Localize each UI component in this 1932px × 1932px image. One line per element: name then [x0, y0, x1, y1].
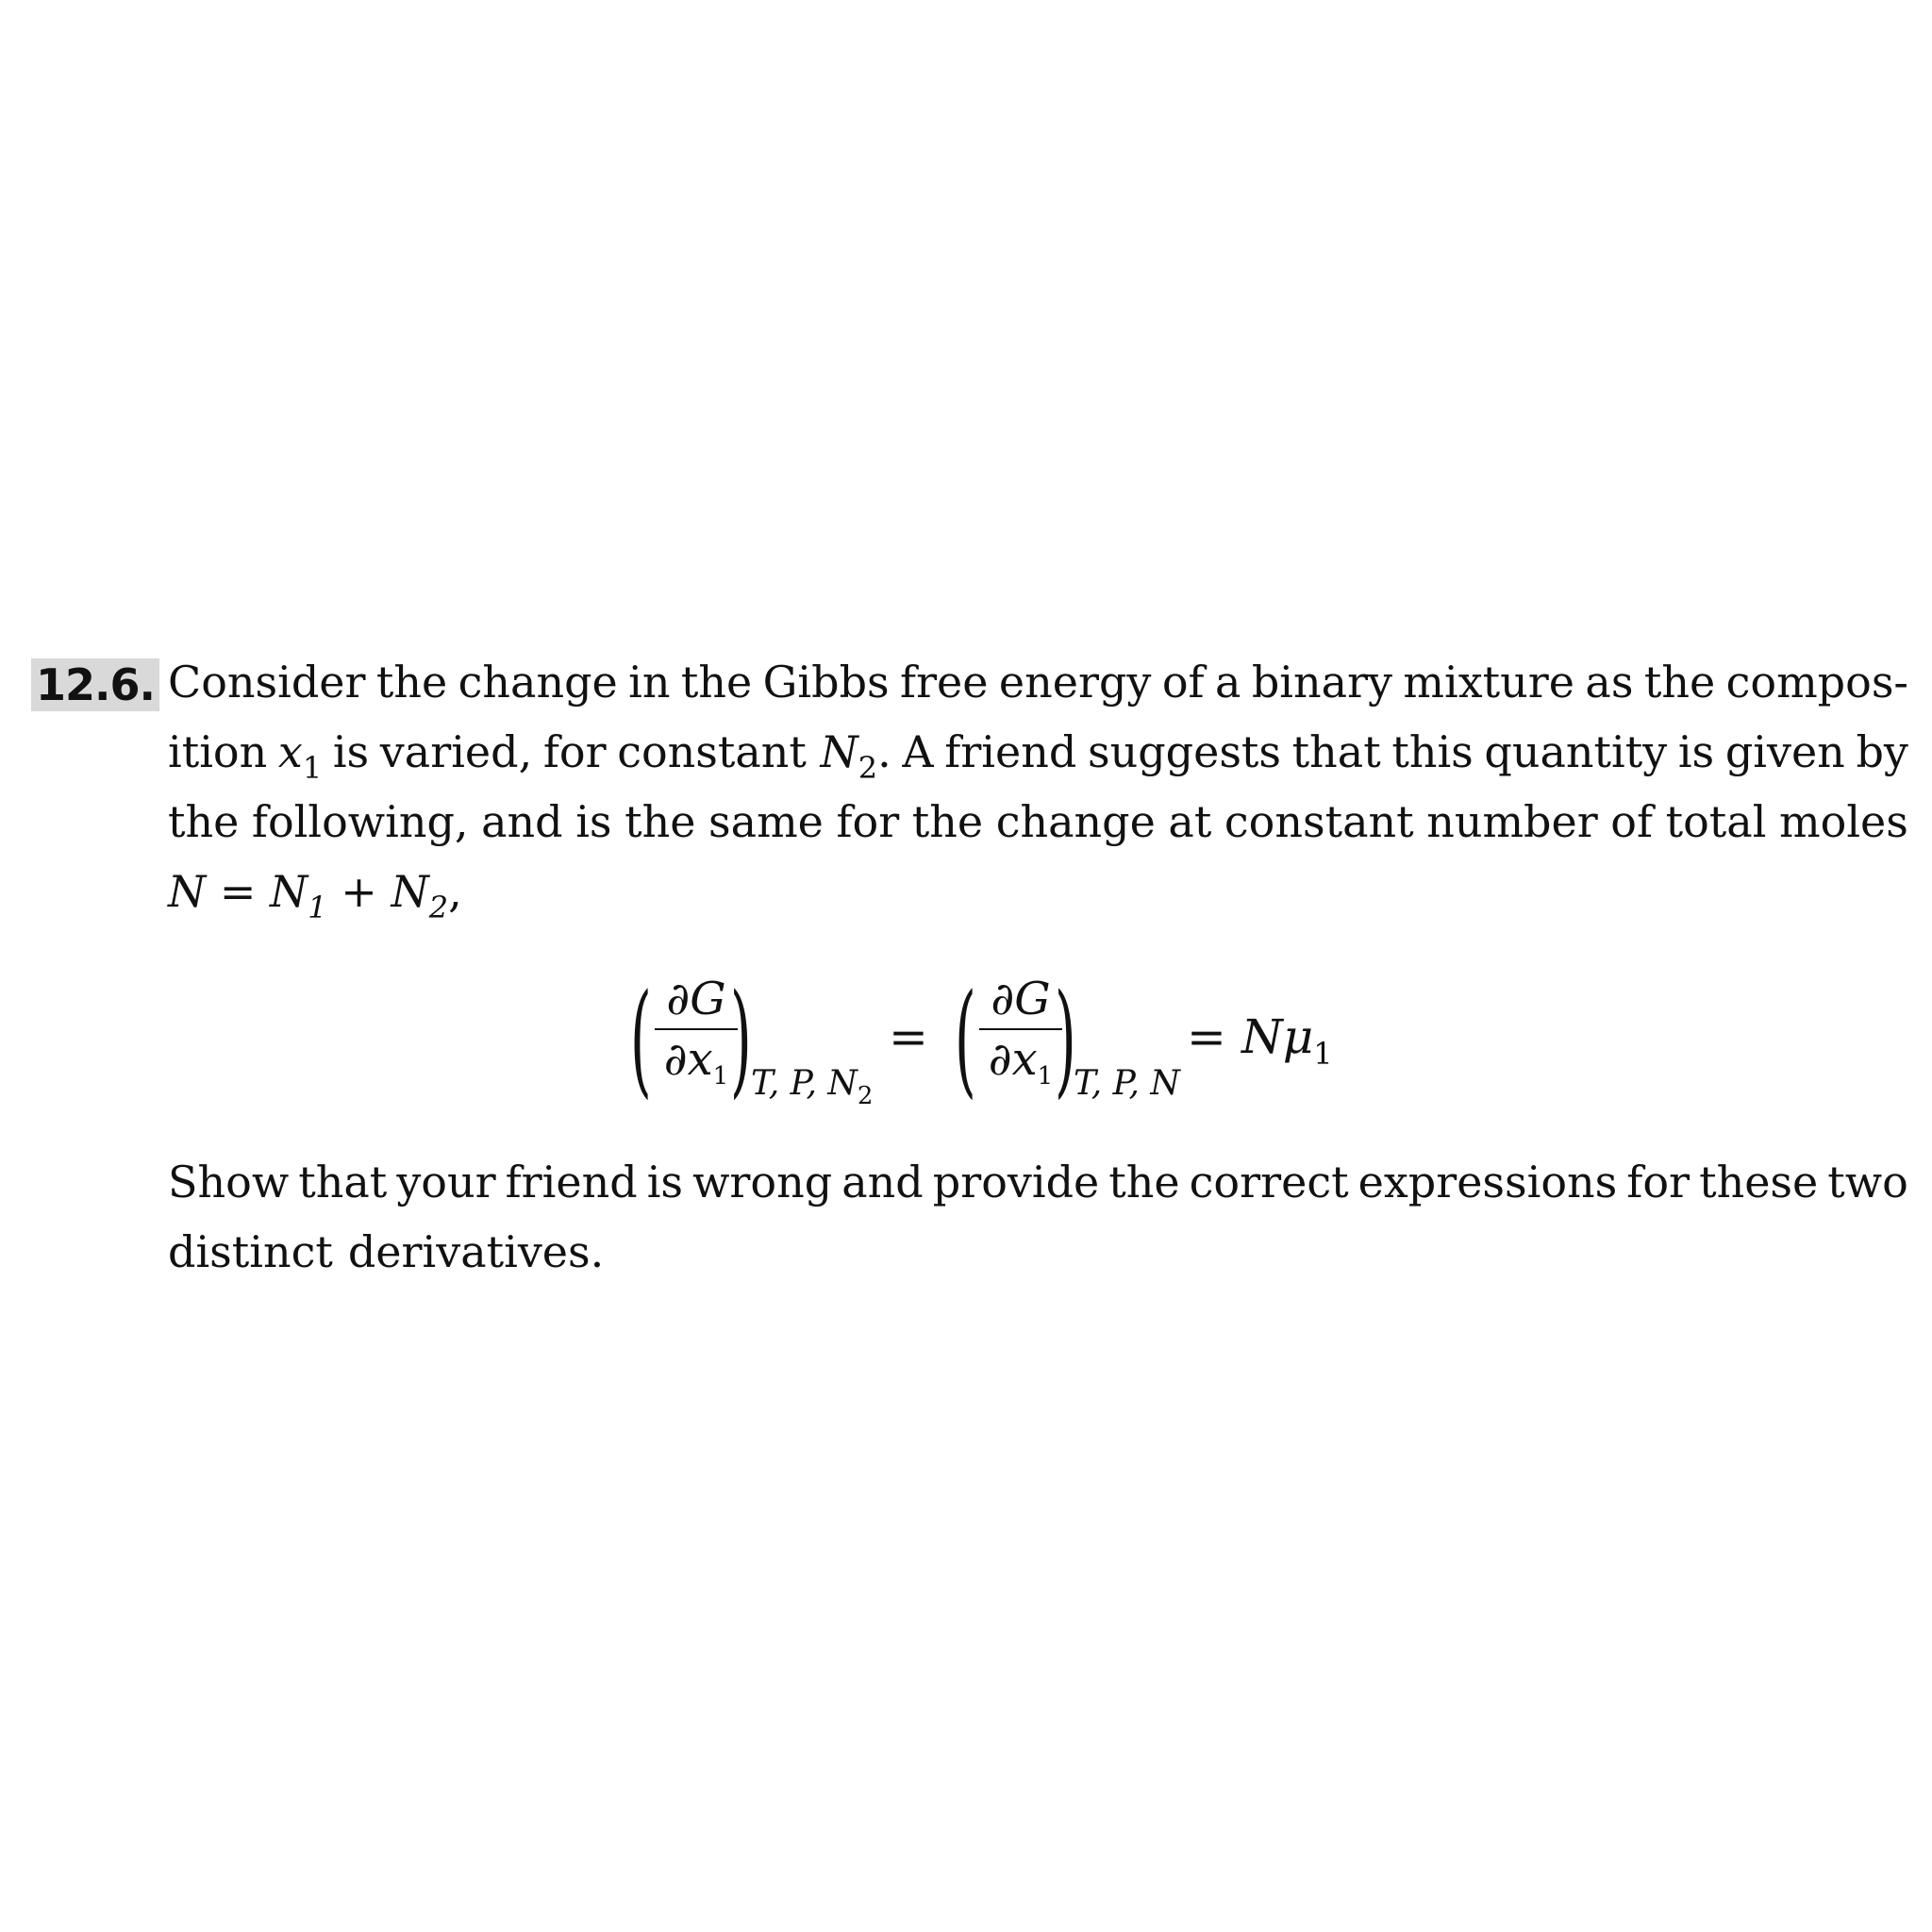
word: and	[841, 1157, 924, 1208]
word: and	[481, 796, 563, 847]
right-subscript: T, P, N	[1074, 1064, 1180, 1103]
math-sub: 1	[302, 750, 323, 786]
denominator-sub: 1	[1037, 1062, 1054, 1091]
word: binary	[1251, 657, 1392, 708]
word: moles	[1779, 796, 1908, 847]
word: ition	[168, 726, 268, 777]
word: is	[1677, 726, 1715, 777]
word: given	[1724, 726, 1845, 777]
denominator-text: ∂x	[988, 1033, 1038, 1086]
paragraph-line-4	[168, 863, 1908, 925]
word: A	[902, 726, 934, 777]
word: is	[332, 726, 370, 777]
word: in	[628, 657, 671, 708]
word: energy	[998, 657, 1152, 708]
word: wrong	[692, 1157, 833, 1208]
word: a	[1214, 657, 1241, 708]
word: of	[1161, 657, 1205, 708]
numerator-text: ∂G	[991, 973, 1051, 1025]
word: is	[575, 796, 612, 847]
word: mixture	[1403, 657, 1575, 708]
word: constant	[617, 726, 807, 777]
word: the	[168, 796, 240, 847]
word: correct	[1189, 1157, 1349, 1208]
word: compos-	[1725, 657, 1908, 708]
right-paren: )	[729, 967, 752, 1110]
word: provide	[932, 1157, 1100, 1208]
paragraph-line-2	[168, 724, 1908, 786]
equals-sign-2: =	[1187, 1009, 1226, 1064]
word: the	[1643, 657, 1716, 708]
math-sub: 2	[858, 750, 878, 786]
closing-line-2	[168, 1224, 1908, 1280]
word: for	[836, 796, 900, 847]
word: the	[375, 657, 448, 708]
word: same	[708, 796, 824, 847]
word: varied,	[379, 726, 533, 777]
word: for	[542, 726, 607, 777]
subscript-text: T, P, N	[751, 1064, 858, 1103]
denominator-text: ∂x	[663, 1033, 713, 1086]
left-subscript	[751, 1064, 874, 1110]
word: friend	[505, 1157, 638, 1208]
word: the	[1108, 1157, 1180, 1208]
word: is	[646, 1157, 684, 1208]
math-sub: 1	[308, 890, 327, 925]
equation-rhs	[1241, 1009, 1333, 1072]
word: the	[911, 796, 984, 847]
rhs-sub: 1	[1313, 1036, 1333, 1072]
word: change	[458, 657, 618, 708]
word-with-math	[617, 724, 891, 786]
numerator-text: ∂G	[666, 973, 726, 1025]
word: constant	[1224, 796, 1414, 847]
problem-number: 12.6.	[31, 658, 159, 711]
display-equation	[0, 967, 1932, 1113]
fraction-bar	[655, 1028, 738, 1030]
word: total	[1665, 796, 1767, 847]
word: distinct	[168, 1226, 333, 1277]
word: this	[1391, 726, 1474, 777]
word: for	[1626, 1157, 1690, 1208]
word: these	[1699, 1157, 1819, 1208]
word: the	[625, 796, 696, 847]
word: .	[877, 726, 891, 777]
word: Gibbs	[762, 657, 890, 708]
word: that	[1291, 726, 1381, 777]
word: friend	[944, 726, 1077, 777]
word: at	[1168, 796, 1212, 847]
math-expression	[168, 863, 462, 925]
math-x1	[277, 724, 323, 786]
word: of	[1610, 796, 1654, 847]
word: Consider	[168, 657, 366, 708]
word: following,	[251, 796, 469, 847]
closing-line-1	[168, 1154, 1908, 1210]
paragraph-line-1	[168, 654, 1908, 710]
paragraph-line-3	[168, 793, 1908, 850]
rhs-text: Nμ	[1241, 1009, 1314, 1064]
word: derivatives.	[347, 1226, 605, 1277]
math-part: + N	[341, 866, 429, 917]
left-paren: (	[954, 967, 976, 1110]
word: two	[1827, 1157, 1908, 1208]
math-sub: 2	[428, 890, 449, 925]
word: by	[1856, 726, 1908, 777]
word: the	[680, 657, 753, 708]
word: as	[1585, 657, 1634, 708]
word: number	[1426, 796, 1598, 847]
word: quantity	[1484, 726, 1668, 777]
subscript-sub: 2	[857, 1082, 874, 1110]
word: change	[995, 796, 1156, 847]
math-part: ,	[448, 866, 462, 917]
math-var: x	[277, 726, 303, 777]
word: that	[298, 1157, 388, 1208]
equals-sign-1: =	[889, 1009, 928, 1064]
math-part: N = N	[168, 866, 308, 917]
word: suggests	[1087, 726, 1282, 777]
math-var: N	[820, 726, 858, 777]
fraction-bar	[979, 1028, 1062, 1030]
right-paren: )	[1054, 967, 1076, 1110]
word: your	[396, 1157, 496, 1208]
word: Show	[168, 1157, 290, 1208]
left-paren: (	[629, 967, 652, 1110]
denominator-sub: 1	[712, 1062, 729, 1091]
word: free	[900, 657, 989, 708]
word: expressions	[1357, 1157, 1618, 1208]
